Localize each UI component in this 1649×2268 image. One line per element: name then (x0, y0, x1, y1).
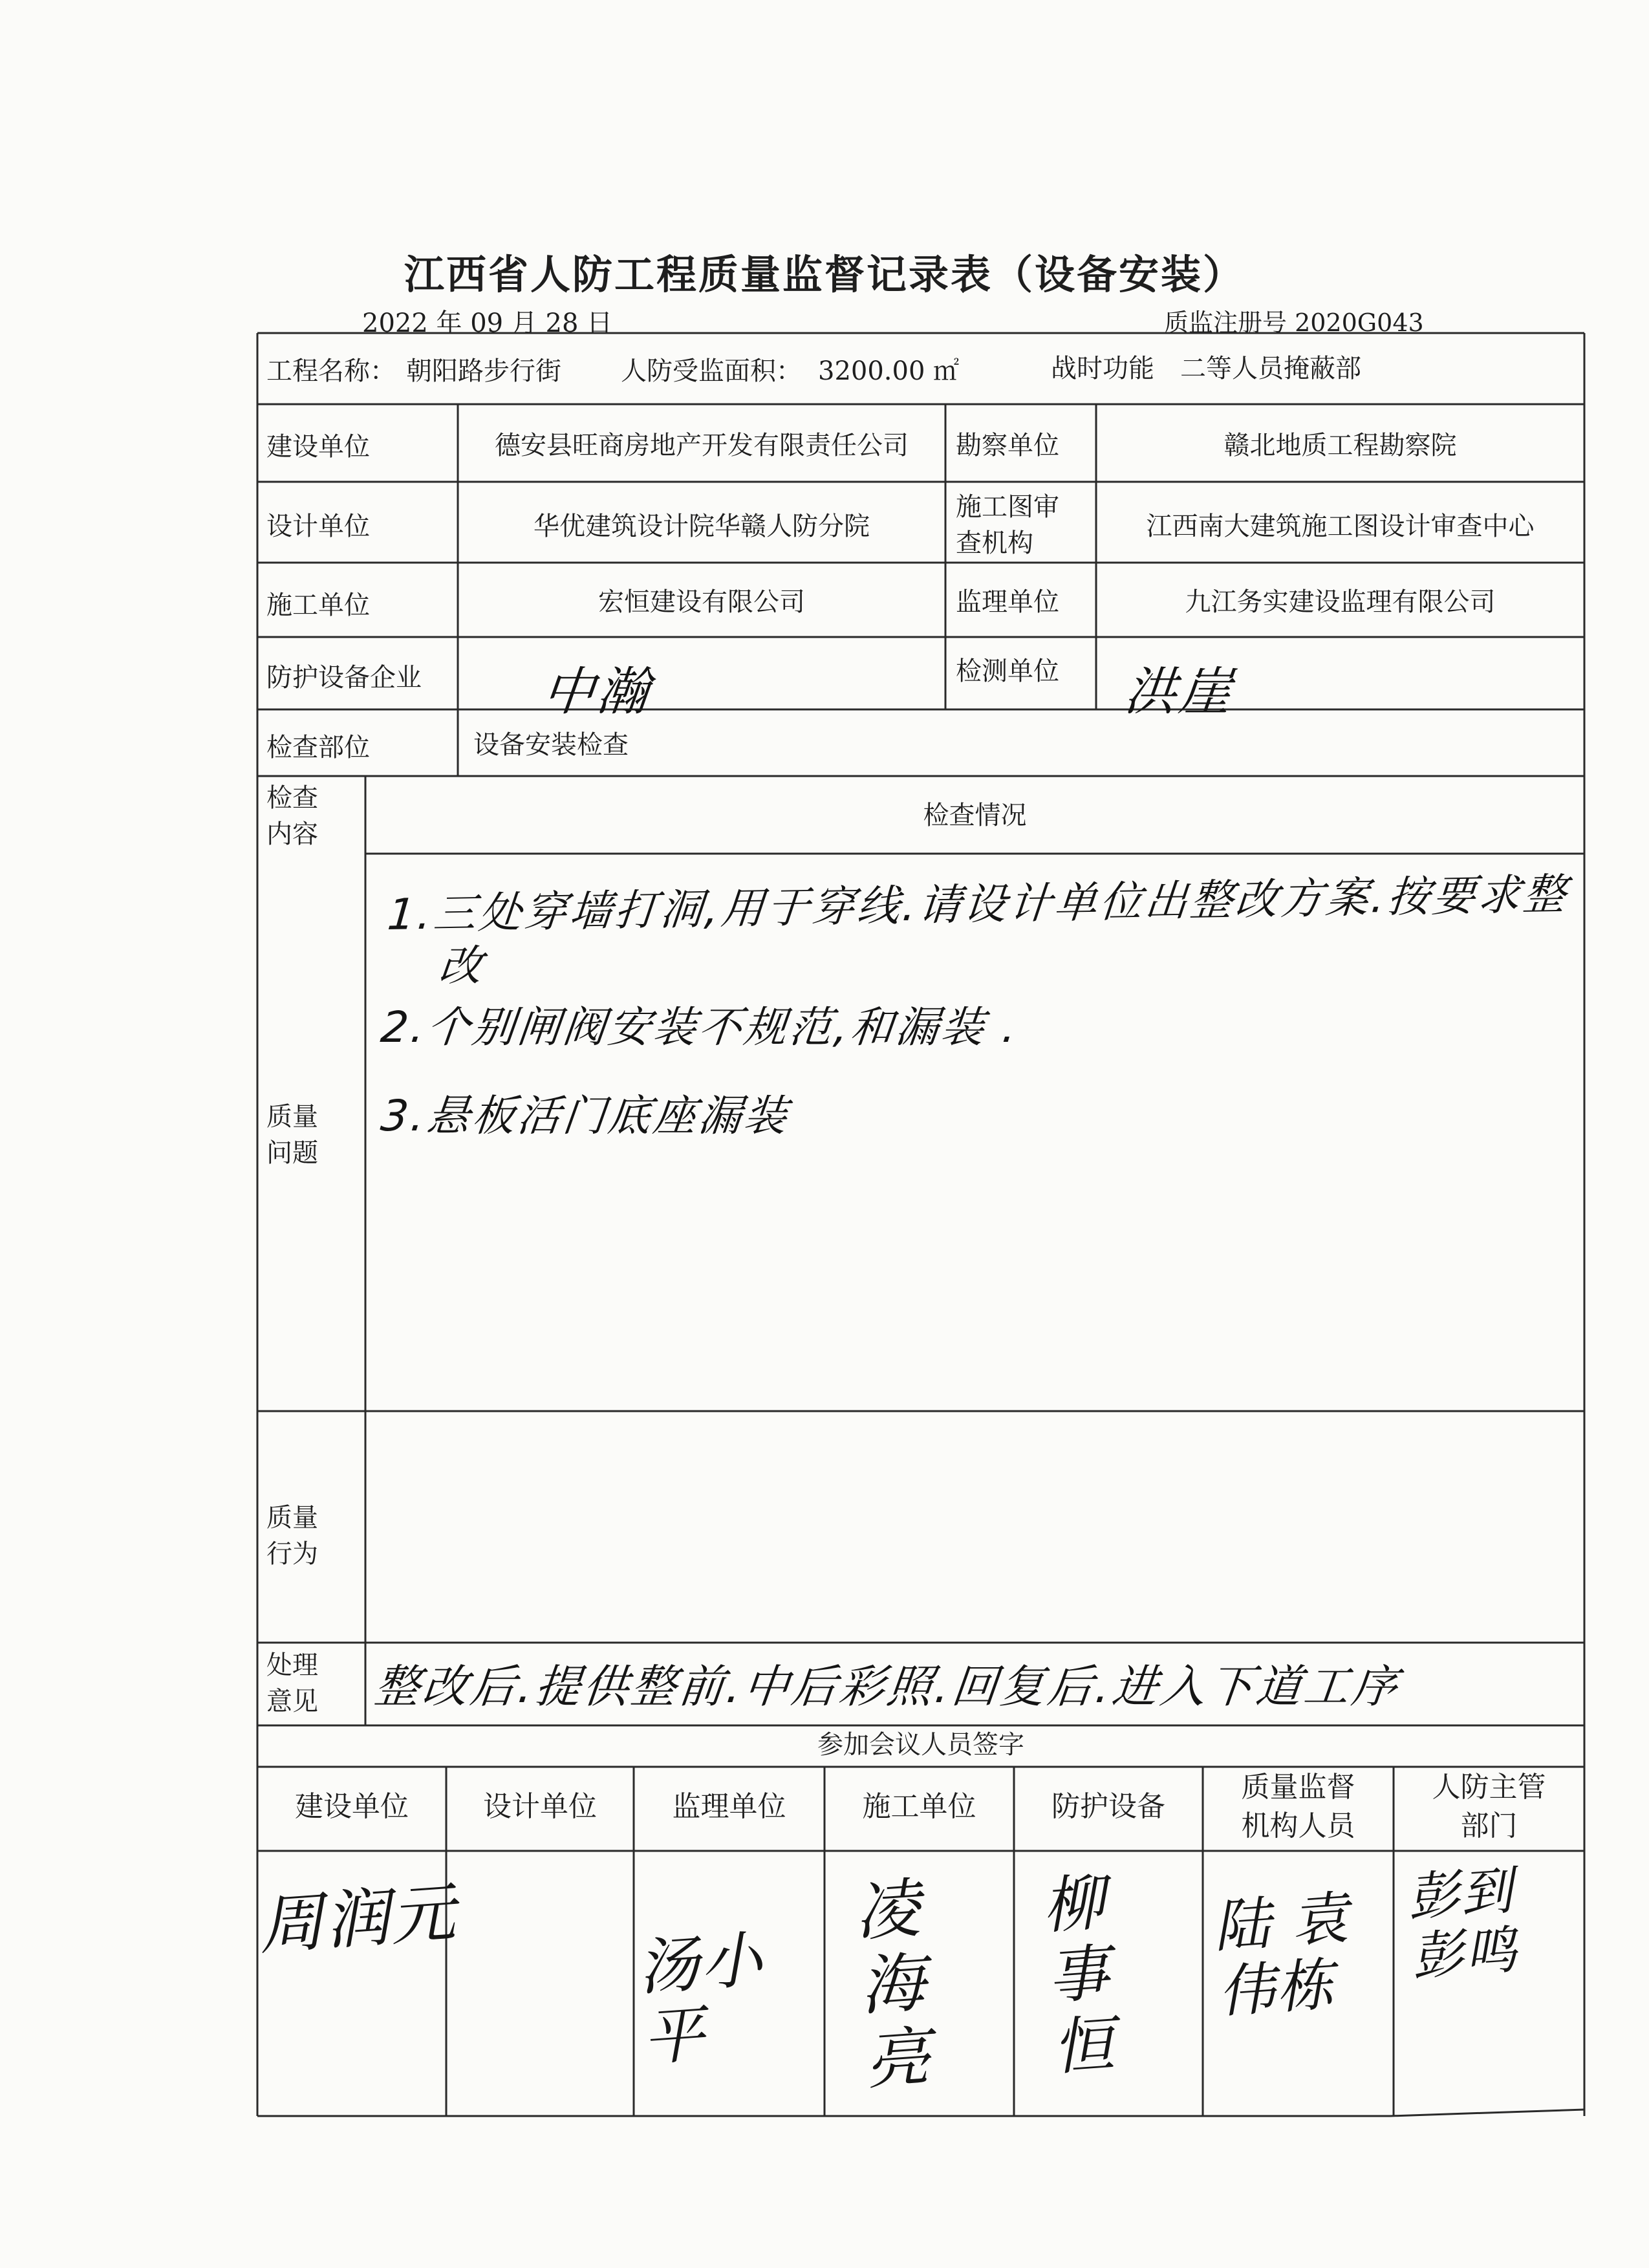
construction-unit-label: 建设单位 (266, 432, 370, 462)
inspection-location-label: 检查部位 (266, 733, 370, 762)
quality-issue-label-2: 问题 (266, 1138, 318, 1168)
sig-col-supervision-label-1: 质量监督 (1241, 1771, 1355, 1804)
builder-unit-label: 施工单位 (266, 590, 370, 620)
sig-col-equipment-label: 防护设备 (1051, 1790, 1165, 1823)
project-name: 朝阳路步行街 (406, 356, 561, 386)
survey-unit-label: 勘察单位 (956, 431, 1059, 460)
review-unit: 江西南大建筑施工图设计审查中心 (1146, 512, 1535, 541)
sig-col-builder-label: 施工单位 (862, 1790, 976, 1823)
signature-equipment: 柳事恒 (1040, 1867, 1118, 2084)
inspection-situation-header: 检查情况 (923, 801, 1027, 830)
function-value: 二等人员掩蔽部 (1180, 354, 1361, 383)
review-label-1: 施工图审 (956, 492, 1059, 522)
quality-behavior-label-1: 质量 (266, 1503, 318, 1533)
sig-col-construction-label: 建设单位 (295, 1790, 409, 1823)
handling-label-2: 意见 (266, 1687, 318, 1716)
handling-opinion: 整改后.提供整前.中后彩照.回复后.进入下道工序 (372, 1660, 1403, 1713)
testing-unit: 洪崖 (1121, 662, 1237, 722)
construction-unit: 德安县旺商房地产开发有限责任公司 (495, 431, 909, 460)
issue-line-3: 2.个别闸阀安装不规范,和漏装 . (378, 1002, 1022, 1052)
design-unit: 华优建筑设计院华赣人防分院 (534, 512, 870, 541)
area-value: 3200.00 ㎡ (818, 356, 960, 386)
page-title: 江西省人防工程质量监督记录表（设备安装） (404, 251, 1245, 298)
sig-col-design-label: 设计单位 (483, 1790, 597, 1823)
quality-issue-label-1: 质量 (266, 1102, 318, 1132)
issue-line-4: 3.悬板活门底座漏装 (378, 1091, 792, 1141)
sig-col-supervisor-label: 监理单位 (672, 1790, 786, 1823)
area-label: 人防受监面积： (621, 356, 802, 386)
content-label-1: 检查 (266, 783, 318, 813)
equipment-company: 中瀚 (539, 662, 655, 722)
content-label-2: 内容 (266, 819, 318, 849)
issue-line-2: 改 (436, 941, 488, 991)
signature-authority: 彭到 彭鸣 (1405, 1860, 1520, 1987)
survey-unit: 赣北地质工程勘察院 (1223, 431, 1457, 460)
signature-construction: 周润元 (256, 1874, 459, 1964)
builder-unit: 宏恒建设有限公司 (598, 587, 805, 617)
signature-supervisor: 汤小平 (635, 1924, 766, 2075)
review-label-2: 查机构 (956, 528, 1033, 558)
supervisor-unit-label: 监理单位 (956, 587, 1059, 617)
supervisor-unit: 九江务实建设监理有限公司 (1185, 587, 1496, 617)
testing-unit-label: 检测单位 (956, 656, 1059, 686)
sig-col-supervision-label-2: 机构人员 (1241, 1809, 1355, 1842)
project-name-label: 工程名称： (266, 356, 396, 386)
record-date: 2022 年 09 月 28 日 (362, 308, 613, 338)
sig-col-authority-label-1: 人防主管 (1432, 1771, 1546, 1804)
signature-supervision: 陆 袁伟栋 (1211, 1884, 1352, 2026)
signature-section-title: 参加会议人员签字 (817, 1730, 1024, 1760)
quality-behavior-label-2: 行为 (266, 1539, 318, 1569)
issue-line-1: 1.三处穿墙打洞,用于穿线.请设计单位出整改方案.按要求整 (385, 869, 1571, 940)
design-unit-label: 设计单位 (266, 512, 370, 541)
function-label: 战时功能 (1051, 354, 1154, 383)
registration-number: 质监注册号 2020G043 (1164, 308, 1424, 337)
signature-builder: 凌海亮 (852, 1870, 934, 2099)
inspection-location: 设备安装检查 (473, 730, 629, 760)
sig-col-authority-label-2: 部门 (1460, 1809, 1518, 1842)
handling-label-1: 处理 (266, 1650, 318, 1680)
equipment-company-label: 防护设备企业 (266, 663, 422, 693)
